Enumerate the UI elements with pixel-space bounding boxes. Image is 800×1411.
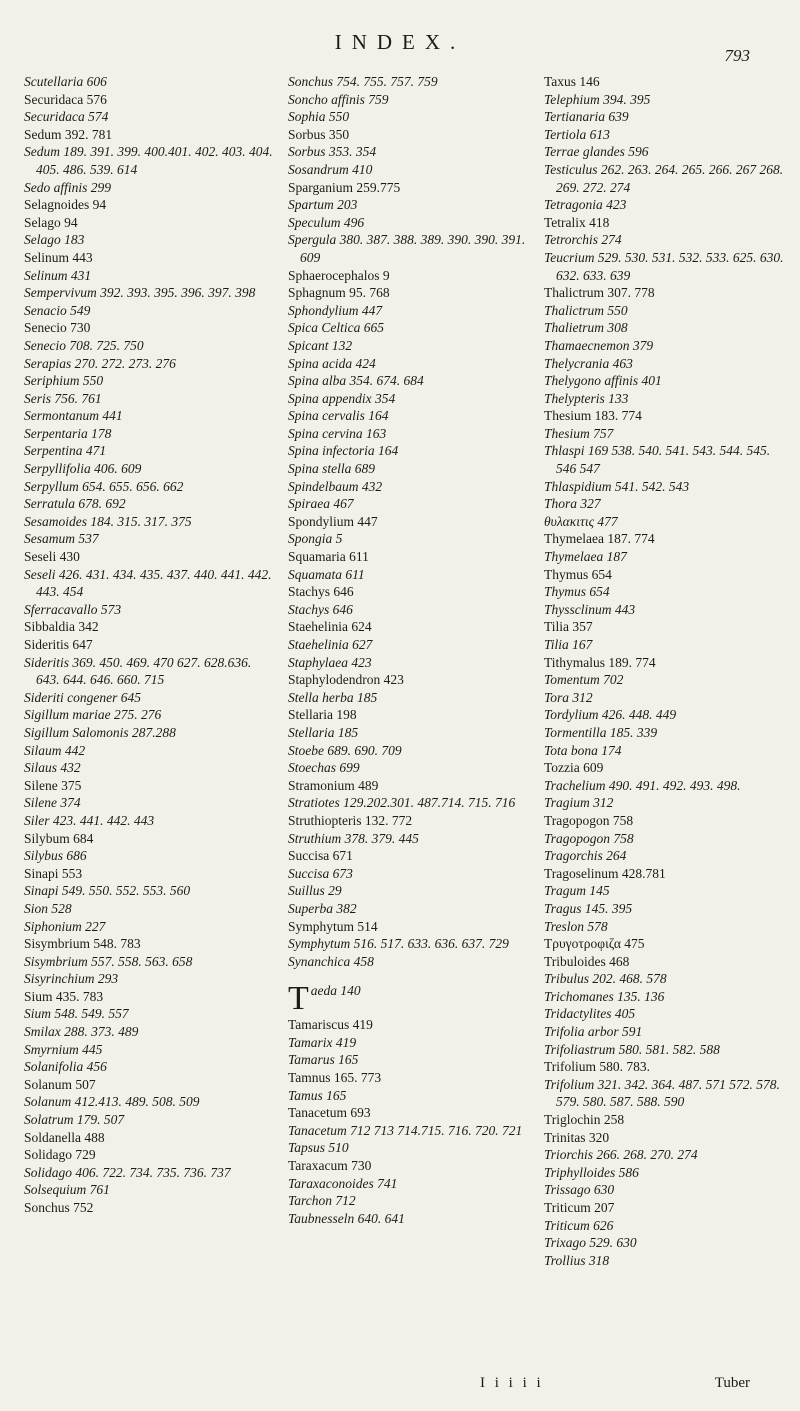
index-entry: Solatrum 179. 507: [24, 1112, 125, 1128]
index-entry: Telephium 394. 395: [544, 91, 651, 107]
index-entry: Trollius 318: [544, 1252, 610, 1268]
index-entry: Silene 375: [24, 777, 82, 793]
index-entry: Stachys 646: [288, 601, 353, 617]
index-entry: Triglochin 258: [544, 1112, 625, 1128]
index-entry: Trifoliastrum 580. 581. 582. 588: [544, 1041, 720, 1057]
index-entry: Taubnesseln 640. 641: [288, 1210, 405, 1226]
index-entry: Sosandrum 410: [288, 161, 373, 177]
index-entry: Staehelinia 624: [288, 619, 372, 635]
index-entry: Stoebe 689. 690. 709: [288, 742, 402, 758]
index-entry: Trachelium 490. 491. 492. 493. 498.: [544, 777, 741, 793]
index-entry: Sideriti congener 645: [24, 689, 141, 705]
index-entry: Soncho affinis 759: [288, 91, 389, 107]
index-entry: Stachys 646: [288, 584, 354, 600]
index-entry: Taraxaconoides 741: [288, 1175, 398, 1191]
index-entry: Trichomanes 135. 136: [544, 988, 665, 1004]
index-entry: Thesium 757: [544, 425, 614, 441]
index-entry: Tithymalus 189. 774: [544, 654, 656, 670]
index-entry: Stellaria 198: [288, 707, 357, 723]
index-entry: Tamarix 419: [288, 1034, 357, 1050]
index-entry: [288, 970, 536, 982]
index-entry: Spina appendix 354: [288, 390, 396, 406]
index-entry: Staphylaea 423: [288, 654, 372, 670]
index-entry: Serpyllum 654. 655. 656. 662: [24, 478, 184, 494]
index-entry: Tragum 145: [544, 883, 610, 899]
index-entry: Stramonium 489: [288, 777, 379, 793]
index-entry: Sisyrinchium 293: [24, 971, 119, 987]
index-entry: Sferracavallo 573: [24, 601, 122, 617]
index-entry: Tragoselinum 428.781: [544, 865, 666, 881]
index-entry: Tota bona 174: [544, 742, 622, 758]
index-entry: Sparganium 259.775: [288, 179, 401, 195]
index-entry: Struthiopteris 132. 772: [288, 812, 413, 828]
index-entry: Solidago 406. 722. 734. 735. 736. 737: [24, 1164, 231, 1180]
index-entry: Spina alba 354. 674. 684: [288, 373, 424, 389]
index-entry: Superba 382: [288, 900, 357, 916]
index-column-3: [544, 73, 784, 1269]
index-entry: Sisymbrium 548. 783: [24, 936, 141, 952]
index-entry: Stella herba 185: [288, 689, 378, 705]
index-entry: Sisymbrium 557. 558. 563. 658: [24, 953, 193, 969]
index-entry: Silaum 442: [24, 742, 86, 758]
index-entry: Serpentina 471: [24, 443, 107, 459]
index-entry: Triticum 626: [544, 1217, 614, 1233]
index-entry: Trinitas 320: [544, 1129, 610, 1145]
drop-cap-letter: T: [288, 980, 309, 1018]
index-entry: Smilax 288. 373. 489: [24, 1024, 139, 1040]
index-entry: Seris 756. 761: [24, 390, 102, 406]
index-entry: Sigillum Salomonis 287.288: [24, 724, 176, 740]
index-entry: Smyrnium 445: [24, 1041, 103, 1057]
index-entry: Sedo affinis 299: [24, 179, 111, 195]
index-entry: Thyssclinum 443: [544, 601, 636, 617]
index-entry: Tetralix 418: [544, 214, 610, 230]
index-entry: Senecio 730: [24, 320, 91, 336]
index-entry: Tribulus 202. 468. 578: [544, 971, 667, 987]
index-entry: Siler 423. 441. 442. 443: [24, 812, 155, 828]
index-entry: Treslon 578: [544, 918, 608, 934]
index-entry: Thalietrum 308: [544, 320, 628, 336]
index-entry: Sedum 189. 391. 399. 400.401. 402. 403. 404. 405. 486. 539. 614: [24, 144, 273, 177]
index-entry: Trifolia arbor 591: [544, 1024, 643, 1040]
index-entry: Spondylium 447: [288, 513, 378, 529]
index-entry: Selinum 443: [24, 249, 93, 265]
index-entry: Tamus 165: [288, 1087, 347, 1103]
index-entry: Suillus 29: [288, 883, 342, 899]
index-entry: Terrae glandes 596: [544, 144, 649, 160]
index-entry: Succisa 671: [288, 848, 353, 864]
index-entry: Sesamum 537: [24, 531, 99, 547]
page-header: [0, 30, 800, 65]
index-entry: Spina acida 424: [288, 355, 376, 371]
index-entry: Solsequium 761: [24, 1182, 110, 1198]
page-title: INDEX.: [334, 30, 466, 54]
index-entry: Sphondylium 447: [288, 302, 383, 318]
index-entry: Spina cervalis 164: [288, 408, 389, 424]
index-entry: Thlaspidium 541. 542. 543: [544, 478, 690, 494]
index-entry: Spica Celtica 665: [288, 320, 384, 336]
index-entry: Thelycrania 463: [544, 355, 633, 371]
index-entry: Securidaca 574: [24, 109, 109, 125]
index-entry: Tragopogon 758: [544, 830, 634, 846]
index-entry: Solanum 507: [24, 1076, 96, 1092]
index-entry: Sium 548. 549. 557: [24, 1006, 129, 1022]
index-entry: Silaus 432: [24, 760, 81, 776]
index-entry: Spiraea 467: [288, 496, 354, 512]
index-entry: Serpentaria 178: [24, 425, 112, 441]
index-entry: θυλακιτις 477: [544, 513, 618, 529]
index-entry: Stellaria 185: [288, 724, 359, 740]
index-entry: Sedum 392. 781: [24, 126, 113, 142]
index-entry: Tragopogon 758: [544, 812, 634, 828]
index-entry: Squamaria 611: [288, 549, 369, 565]
index-entry: Stratiotes 129.202.301. 487.714. 715. 716: [288, 795, 516, 811]
index-entry: Scutellaria 606: [24, 74, 107, 89]
index-entry: Senacio 549: [24, 302, 91, 318]
index-entry: Thlaspi 169 538. 540. 541. 543. 544. 545. 546 547: [544, 443, 771, 477]
index-entry: Sonchus 752: [24, 1200, 94, 1215]
index-entry: Thymus 654: [544, 566, 612, 582]
index-entry: Tertiola 613: [544, 126, 610, 142]
page-footer: [0, 1375, 800, 1399]
index-entry: Spina cervina 163: [288, 425, 387, 441]
index-entry: Spina infectoria 164: [288, 443, 399, 459]
index-entry: Trissago 630: [544, 1182, 615, 1198]
index-entry: Serpyllifolia 406. 609: [24, 461, 142, 477]
index-entry: Solidago 729: [24, 1147, 96, 1163]
index-entry: Senecio 708. 725. 750: [24, 337, 144, 353]
index-entry: Seseli 426. 431. 434. 435. 437. 440. 441. 442. 443. 454: [24, 566, 272, 600]
index-entry: Serratula 678. 692: [24, 496, 126, 512]
index-entry: Τρυγοτροφιζα 475: [544, 936, 645, 952]
index-entry: Tetrorchis 274: [544, 232, 622, 248]
index-entry: Tragium 312: [544, 795, 614, 811]
index-entry: Selago 94: [24, 214, 78, 230]
index-entry: Sinapi 549. 550. 552. 553. 560: [24, 883, 191, 899]
index-entry: Tamarus 165: [288, 1052, 359, 1068]
index-entry: Sium 435. 783: [24, 988, 104, 1004]
index-entry: Selagnoides 94: [24, 197, 107, 213]
index-entry: Triorchis 266. 268. 270. 274: [544, 1147, 698, 1163]
index-entry: Trifolium 580. 783.: [544, 1059, 651, 1075]
index-entry: Spina stella 689: [288, 461, 375, 477]
index-column-1: [24, 73, 276, 1217]
index-entry: Sempervivum 392. 393. 395. 396. 397. 398: [24, 285, 256, 301]
index-entry: Taraxacum 730: [288, 1158, 372, 1174]
index-entry: Sion 528: [24, 900, 72, 916]
index-entry: Teucrium 529. 530. 531. 532. 533. 625. 630. 632. 633. 639: [544, 249, 784, 283]
index-entry: Tamariscus 419: [288, 1017, 373, 1033]
index-entry: Sophia 550: [288, 109, 350, 125]
index-entry: Securidaca 576: [24, 91, 107, 107]
index-entry: Tribuloides 468: [544, 953, 630, 969]
index-entry: [288, 982, 536, 1016]
index-entry: Thelygono affinis 401: [544, 373, 662, 389]
index-entry: Sigillum mariae 275. 276: [24, 707, 162, 723]
index-entry: Tomentum 702: [544, 672, 624, 688]
index-entry: Succisa 673: [288, 865, 353, 881]
index-entry: Sphaerocephalos 9: [288, 267, 390, 283]
index-entry: Spicant 132: [288, 337, 353, 353]
index-entry: Synanchica 458: [288, 953, 374, 969]
index-entry-text: aeda 140: [310, 983, 361, 999]
index-entry: Sermontanum 441: [24, 408, 123, 424]
index-entry: Tragorchis 264: [544, 848, 627, 864]
index-entry: Sinapi 553: [24, 865, 83, 881]
signature-mark: I i i i i: [480, 1375, 544, 1391]
index-entry: Stoechas 699: [288, 760, 360, 776]
index-entry: Taxus 146: [544, 74, 600, 89]
index-entry: Triphylloides 586: [544, 1164, 639, 1180]
index-entry: Silybum 684: [24, 830, 94, 846]
index-entry: Thymelaea 187. 774: [544, 531, 655, 547]
index-entry: Thymelaea 187: [544, 549, 627, 565]
index-entry: Speculum 496: [288, 214, 365, 230]
index-entry: Sorbus 350: [288, 126, 350, 142]
index-entry: Solanum 412.413. 489. 508. 509: [24, 1094, 200, 1110]
index-entry: Soldanella 488: [24, 1129, 105, 1145]
index-entry: Tamnus 165. 773: [288, 1070, 382, 1086]
index-entry: Tilia 167: [544, 637, 593, 652]
index-entry: Tozzia 609: [544, 760, 604, 776]
index-entry: Sideritis 369. 450. 469. 470 627. 628.636. 643. 644. 646. 660. 715: [24, 654, 252, 688]
index-entry: Silybus 686: [24, 848, 87, 864]
index-entry: Sideritis 647: [24, 637, 93, 652]
index-column-2: [288, 73, 536, 1227]
catchword: Tuber: [714, 1375, 750, 1391]
index-entry: Spergula 380. 387. 388. 389. 390. 390. 391. 609: [288, 232, 526, 265]
index-entry: Solanifolia 456: [24, 1059, 107, 1075]
index-entry: Thora 327: [544, 496, 601, 512]
index-entry: Trifolium 321. 342. 364. 487. 571 572. 578. 579. 580. 587. 588. 590: [544, 1076, 780, 1110]
index-entry: Spindelbaum 432: [288, 478, 383, 494]
index-entry: Tetragonia 423: [544, 197, 627, 213]
index-entry: Tapsus 510: [288, 1140, 349, 1156]
index-entry: Sibbaldia 342: [24, 619, 99, 635]
index-entry: Tanacetum 693: [288, 1105, 371, 1121]
index-entry: Sesamoides 184. 315. 317. 375: [24, 513, 192, 529]
index-entry: Siphonium 227: [24, 918, 106, 934]
index-entry: Sphagnum 95. 768: [288, 285, 390, 301]
index-entry: Sorbus 353. 354: [288, 144, 377, 160]
index-entry: Squamata 611: [288, 566, 365, 582]
index-entry: Tilia 357: [544, 619, 593, 635]
index-entry: Serapias 270. 272. 273. 276: [24, 355, 176, 371]
index-entry: Staehelinia 627: [288, 637, 373, 652]
index-entry: Thalictrum 550: [544, 302, 628, 318]
page-number: 793: [724, 46, 750, 65]
index-entry: Tridactylites 405: [544, 1006, 636, 1022]
index-entry: Spartum 203: [288, 197, 358, 213]
index-entry: Testiculus 262. 263. 264. 265. 266. 267 268. 269. 272. 274: [544, 161, 784, 195]
index-entry: Sonchus 754. 755. 757. 759: [288, 74, 438, 89]
index-entry: Selinum 431: [24, 267, 92, 283]
index-entry: Spongia 5: [288, 531, 343, 547]
index-entry: Tora 312: [544, 689, 593, 705]
index-entry: Struthium 378. 379. 445: [288, 830, 419, 846]
index-entry: Seriphium 550: [24, 373, 104, 389]
index-entry: Selago 183: [24, 232, 85, 248]
index-entry: Silene 374: [24, 795, 81, 811]
index-entry: Symphytum 514: [288, 918, 378, 934]
index-entry: Staphylodendron 423: [288, 672, 404, 688]
index-entry: Thalictrum 307. 778: [544, 285, 655, 301]
index-entry: Thesium 183. 774: [544, 408, 642, 424]
index-entry: Seseli 430: [24, 549, 80, 565]
index-entry: Tordylium 426. 448. 449: [544, 707, 677, 723]
index-entry: Tarchon 712: [288, 1193, 356, 1209]
index-entry: Symphytum 516. 517. 633. 636. 637. 729: [288, 936, 509, 952]
index-entry: Thymus 654: [544, 584, 610, 600]
index-entry: Tormentilla 185. 339: [544, 724, 658, 740]
index-entry: Trixago 529. 630: [544, 1235, 637, 1251]
index-entry: Thamaecnemon 379: [544, 337, 654, 353]
index-entry: Tragus 145. 395: [544, 900, 633, 916]
index-entry: Tanacetum 712 713 714.715. 716. 720. 721: [288, 1122, 523, 1138]
index-entry: Triticum 207: [544, 1200, 615, 1215]
index-entry: Tertianaria 639: [544, 109, 629, 125]
index-entry: Thelypteris 133: [544, 390, 629, 406]
